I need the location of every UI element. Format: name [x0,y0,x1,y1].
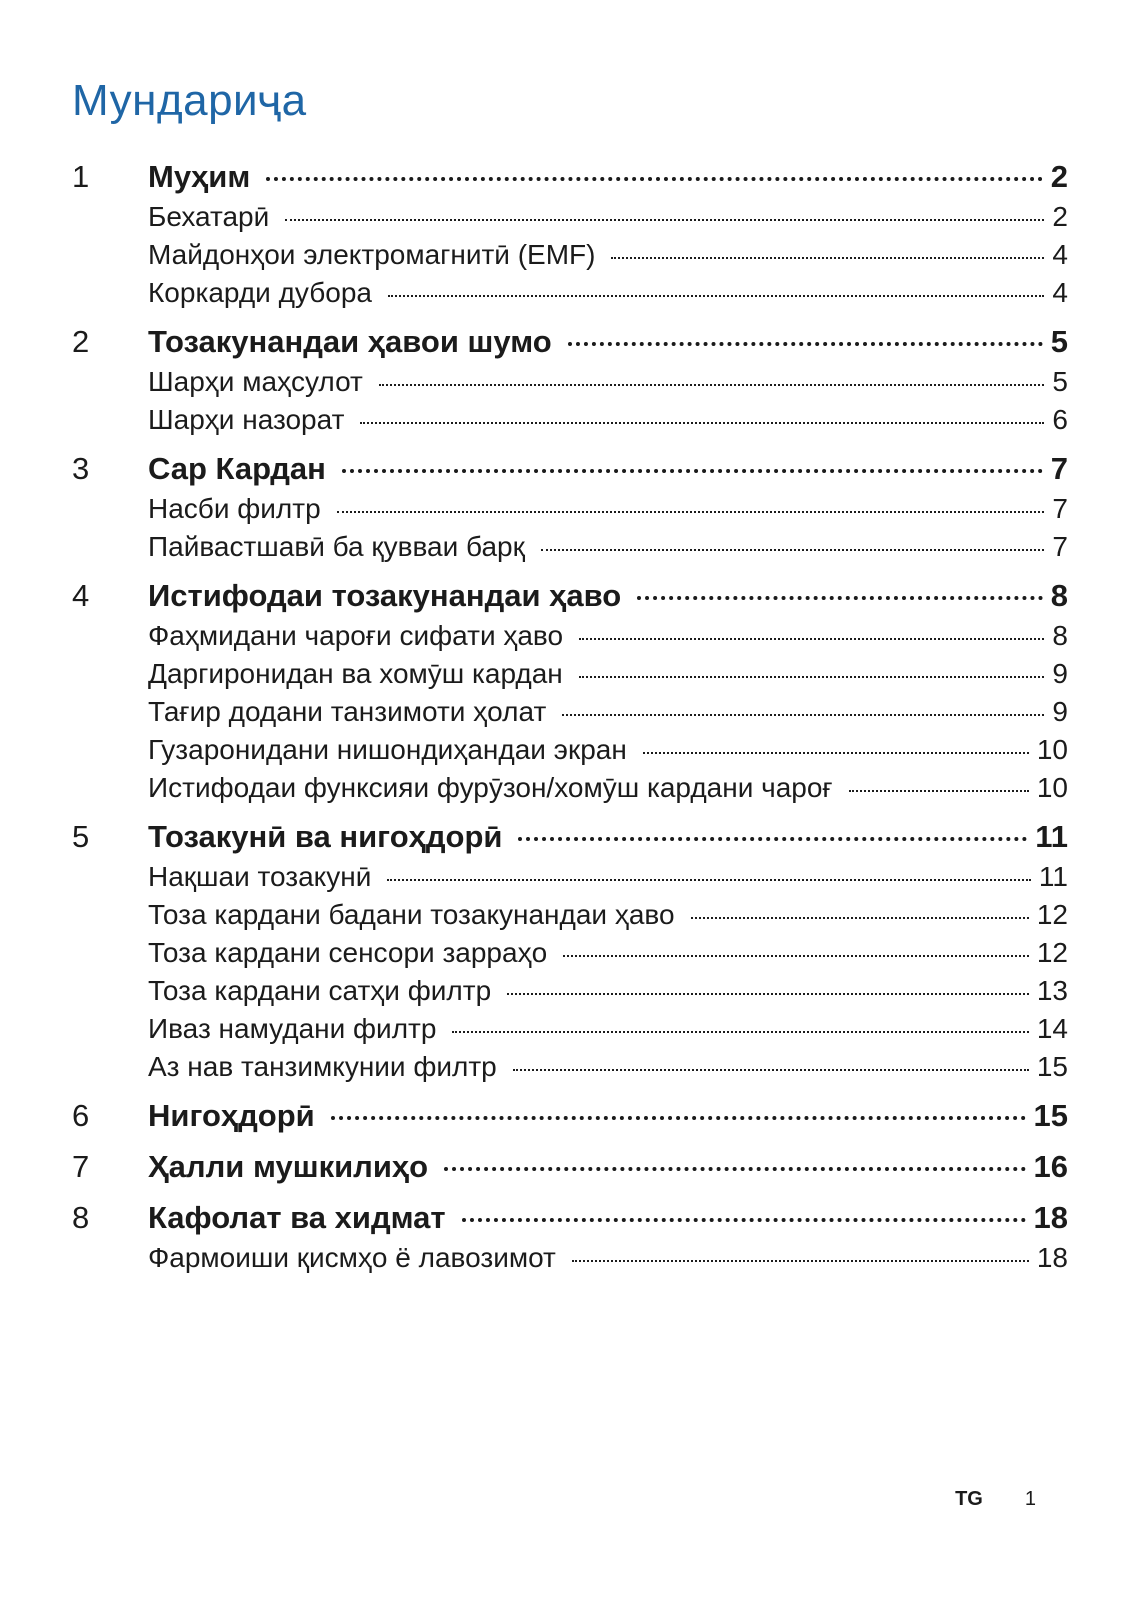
dot-leader [691,917,1029,919]
dot-leader [572,1260,1029,1262]
chapter-number: 4 [72,578,90,613]
page-footer [955,1488,1036,1511]
dot-leader [568,342,1043,346]
toc-section [72,1197,1068,1277]
toc-subsection-entry[interactable] [72,934,1068,972]
toc-section [72,448,1068,566]
dot-leader [513,1069,1029,1071]
subsection-page-number: 5 [1052,366,1068,397]
toc-chapter-entry[interactable] [72,816,1068,858]
chapter-title: Тозакунандаи ҳавои шумо [148,324,552,359]
subsection-title: Аз нав танзимкунии филтр [148,1051,497,1082]
dot-leader [507,993,1029,995]
chapter-page-number: 15 [1033,1098,1068,1133]
dot-leader [643,752,1029,754]
dot-leader [388,295,1044,297]
subsection-title: Тоза кардани бадани тозакунандаи ҳаво [148,899,675,930]
toc-subsection-entry[interactable] [72,1239,1068,1277]
subsection-page-number: 7 [1052,531,1068,562]
table-of-contents [72,156,1068,1286]
chapter-number: 3 [72,451,90,486]
subsection-page-number: 12 [1036,899,1068,930]
subsection-title: Шарҳи маҳсулот [148,366,363,397]
toc-chapter-entry[interactable] [72,1095,1068,1137]
subsection-page-number: 9 [1052,696,1068,727]
subsection-title: Майдонҳои электромагнитӣ (EMF) [148,239,596,270]
dot-leader [462,1218,1026,1222]
dot-leader [444,1167,1025,1171]
language-code: TG [955,1488,983,1510]
chapter-number: 6 [72,1098,90,1133]
toc-subsection-entry[interactable] [72,490,1068,528]
subsection-page-number: 10 [1036,772,1068,803]
chapter-title: Нигоҳдорӣ [148,1098,315,1133]
toc-subsection-entry[interactable] [72,972,1068,1010]
subsection-title: Тоза кардани сатҳи филтр [148,975,492,1006]
toc-chapter-entry[interactable] [72,575,1068,617]
toc-subsection-entry[interactable] [72,1010,1068,1048]
subsection-title: Истифодаи функсияи фурӯзон/хомӯш кардани чароғ [148,772,833,803]
chapter-number: 8 [72,1200,90,1235]
toc-subsection-entry[interactable] [72,858,1068,896]
toc-chapter-entry[interactable] [72,321,1068,363]
toc-subsection-entry[interactable] [72,655,1068,693]
chapter-page-number: 8 [1050,578,1068,613]
toc-chapter-entry[interactable] [72,1197,1068,1239]
subsection-page-number: 9 [1052,658,1068,689]
subsection-page-number: 18 [1036,1242,1068,1273]
subsection-page-number: 13 [1036,975,1068,1006]
toc-subsection-entry[interactable] [72,693,1068,731]
chapter-number: 7 [72,1149,90,1184]
toc-subsection-entry[interactable] [72,236,1068,274]
subsection-page-number: 7 [1052,493,1068,524]
toc-section [72,1095,1068,1137]
dot-leader [342,469,1043,473]
chapter-number: 1 [72,159,90,194]
dot-leader [541,549,1045,551]
dot-leader [849,790,1029,792]
subsection-page-number: 14 [1036,1013,1068,1044]
toc-subsection-entry[interactable] [72,769,1068,807]
subsection-title: Пайвастшавӣ ба қувваи барқ [148,531,525,562]
subsection-page-number: 4 [1052,239,1068,270]
chapter-title: Муҳим [148,159,251,194]
toc-subsection-entry[interactable] [72,274,1068,312]
dot-leader [387,879,1031,881]
dot-leader [518,837,1027,841]
dot-leader [379,384,1045,386]
chapter-page-number: 11 [1035,819,1068,854]
subsection-page-number: 6 [1052,404,1068,435]
dot-leader [285,219,1044,221]
chapter-number: 5 [72,819,90,854]
dot-leader [611,257,1044,259]
page-title: Мундариҷа [72,76,307,125]
chapter-title: Ҳалли мушкилиҳо [148,1149,429,1184]
subsection-title: Тоза кардани сенсори зарраҳо [148,937,548,968]
chapter-title: Кафолат ва хидмат [148,1200,446,1235]
dot-leader [337,511,1045,513]
subsection-page-number: 2 [1052,201,1068,232]
dot-leader [360,422,1044,424]
subsection-title: Тағир додани танзимоти ҳолат [148,696,547,727]
subsection-title: Насби филтр [148,493,321,524]
toc-section [72,321,1068,439]
subsection-page-number: 8 [1052,620,1068,651]
chapter-page-number: 7 [1050,451,1068,486]
toc-section [72,816,1068,1086]
subsection-title: Иваз намудани филтр [148,1013,437,1044]
subsection-title: Даргиронидан ва хомӯш кардан [148,658,563,689]
subsection-title: Коркарди дубора [148,277,372,308]
chapter-page-number: 2 [1050,159,1068,194]
toc-subsection-entry[interactable] [72,731,1068,769]
dot-leader [331,1116,1026,1120]
dot-leader [452,1031,1028,1033]
dot-leader [579,676,1045,678]
subsection-page-number: 4 [1052,277,1068,308]
toc-chapter-entry[interactable] [72,156,1068,198]
toc-subsection-entry[interactable] [72,198,1068,236]
subsection-title: Гузаронидани нишондиҳандаи экран [148,734,627,765]
dot-leader [563,955,1029,957]
subsection-page-number: 10 [1036,734,1068,765]
subsection-title: Фармоиши қисмҳо ё лавозимот [148,1242,556,1273]
chapter-page-number: 16 [1033,1149,1068,1184]
toc-subsection-entry[interactable] [72,363,1068,401]
toc-chapter-entry[interactable] [72,448,1068,490]
toc-chapter-entry[interactable] [72,1146,1068,1188]
chapter-page-number: 18 [1033,1200,1068,1235]
subsection-title: Нақшаи тозакунӣ [148,861,372,892]
subsection-title: Бехатарӣ [148,201,270,232]
subsection-title: Фаҳмидани чароғи сифати ҳаво [148,620,564,651]
toc-section [72,575,1068,807]
chapter-title: Сар Кардан [148,451,326,486]
subsection-page-number: 11 [1038,861,1068,892]
dot-leader [579,638,1044,640]
toc-section [72,1146,1068,1188]
dot-leader [562,714,1044,716]
toc-subsection-entry[interactable] [72,896,1068,934]
dot-leader [637,596,1043,600]
dot-leader [266,177,1042,181]
chapter-title: Истифодаи тозакунандаи ҳаво [148,578,622,613]
subsection-title: Шарҳи назорат [148,404,345,435]
subsection-page-number: 15 [1036,1051,1068,1082]
subsection-page-number: 12 [1036,937,1068,968]
chapter-number: 2 [72,324,90,359]
chapter-title: Тозакунӣ ва нигоҳдорӣ [148,819,503,854]
toc-subsection-entry[interactable] [72,1048,1068,1086]
toc-subsection-entry[interactable] [72,617,1068,655]
chapter-page-number: 5 [1050,324,1068,359]
toc-subsection-entry[interactable] [72,401,1068,439]
footer-page-number: 1 [1024,1488,1036,1510]
toc-section [72,156,1068,312]
toc-subsection-entry[interactable] [72,528,1068,566]
